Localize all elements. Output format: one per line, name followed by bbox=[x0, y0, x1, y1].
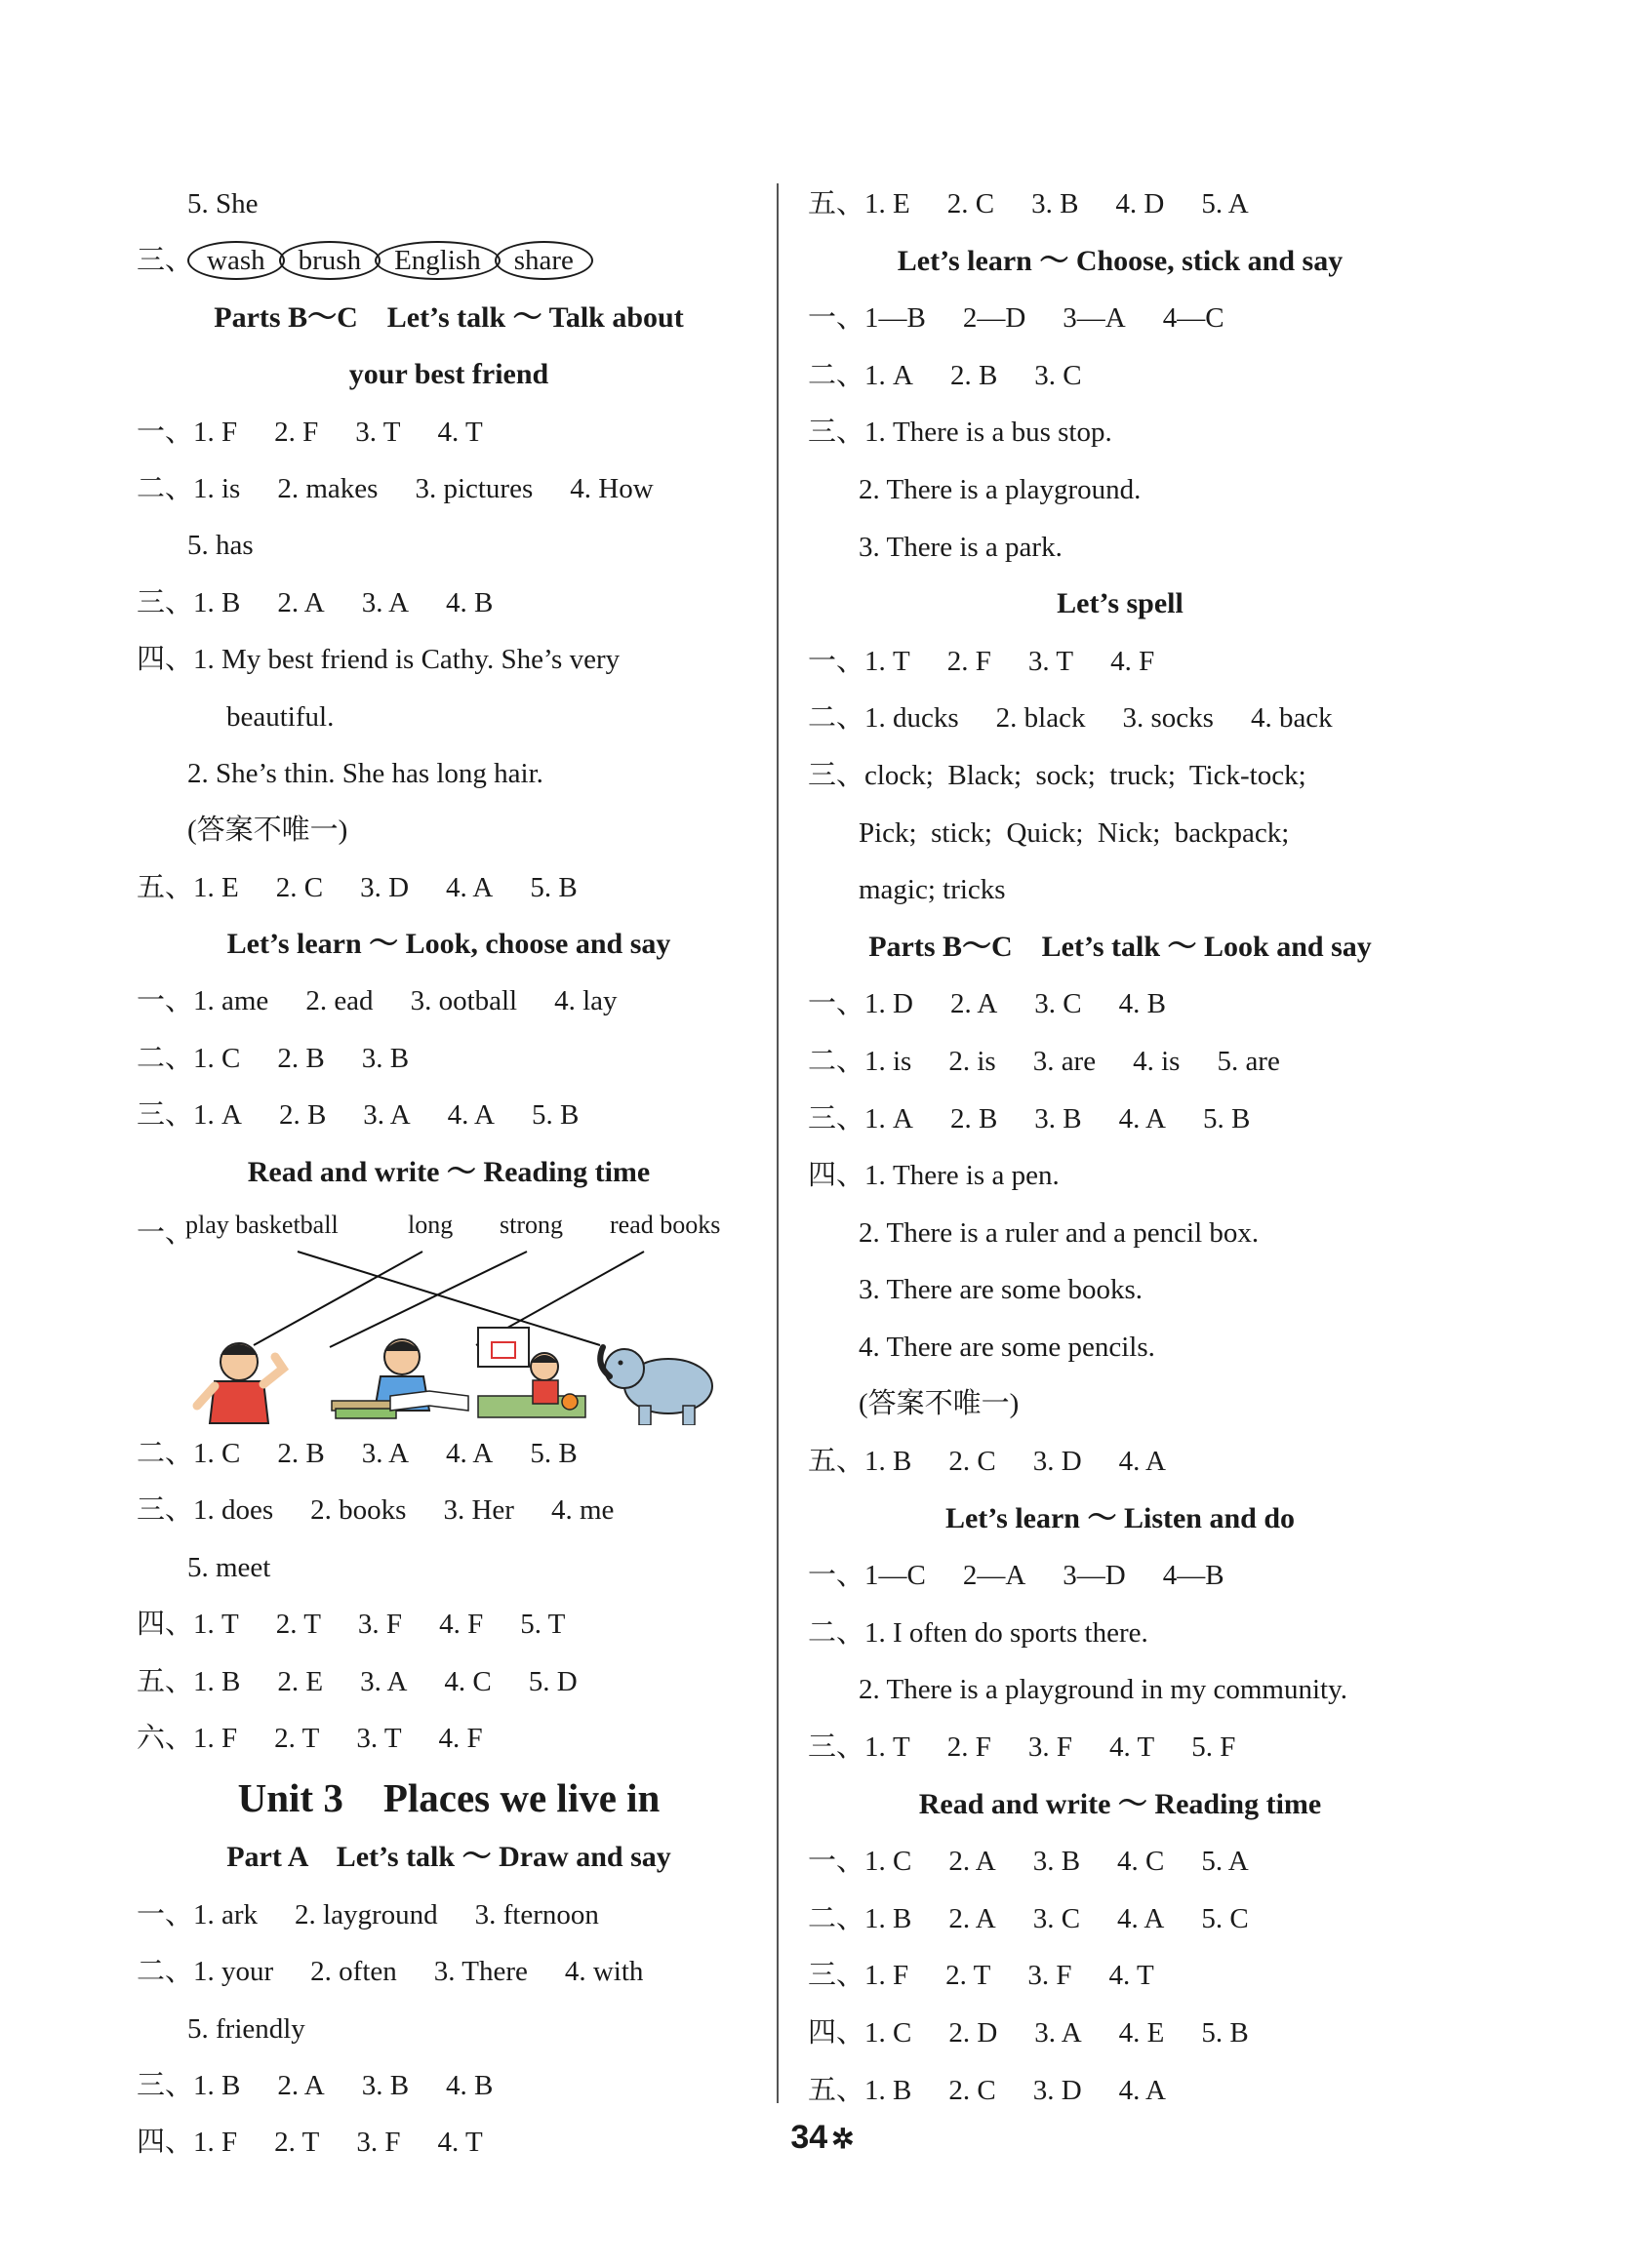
answer-note: (答案不唯一) bbox=[859, 1388, 1020, 1420]
section-heading: Part A Let’s talk ～ Draw and say bbox=[226, 1841, 671, 1874]
answer-line: 2. There is a playground in my community. bbox=[859, 1674, 1347, 1706]
section-heading: Let’s spell bbox=[1057, 587, 1184, 620]
word-oval: share bbox=[495, 241, 593, 280]
match-word: long bbox=[408, 1211, 454, 1240]
answer-line: beautiful. bbox=[226, 700, 335, 733]
answer-line: 三、1. B 2. A 3. A 4. B bbox=[137, 586, 494, 618]
matching-prefix: 一、 bbox=[137, 1217, 194, 1250]
section-heading: Let’s learn ～ Listen and do bbox=[944, 1501, 1296, 1534]
match-word: strong bbox=[500, 1211, 563, 1240]
answer-line: 2. She’s thin. She has long hair. bbox=[187, 757, 543, 789]
answer-line: Pick; stick; Quick; Nick; backpack; bbox=[859, 816, 1290, 849]
matching-picture bbox=[137, 1201, 761, 1425]
answer-line: 三、1. There is a bus stop. bbox=[808, 417, 1112, 449]
match-word: play basketball bbox=[185, 1211, 339, 1240]
answer-line: 五、1. E 2. C 3. D 4. A 5. B bbox=[137, 871, 578, 903]
answer-line: 一、1. C 2. A 3. B 4. C 5. A bbox=[808, 1846, 1249, 1878]
answer-line: 二、1. C 2. B 3. B bbox=[137, 1042, 410, 1074]
answer-line: 三、clock; Black; sock; truck; Tick-tock; bbox=[808, 759, 1306, 791]
page-number: 34 ✲ bbox=[790, 2119, 855, 2156]
answer-line: 一、1. ame 2. ead 3. ootball 4. lay bbox=[137, 985, 618, 1017]
basketball-picture bbox=[478, 1328, 585, 1417]
answer-line: 2. There is a playground. bbox=[859, 473, 1142, 505]
answer-line: 5. meet bbox=[187, 1551, 271, 1583]
right-column bbox=[808, 176, 1432, 2119]
answer-line: 一、1—B 2—D 3—A 4—C bbox=[808, 302, 1224, 335]
answer-line: 二、1. A 2. B 3. C bbox=[808, 359, 1082, 391]
section-heading: Read and write ～ Reading time bbox=[247, 1155, 651, 1188]
answer-note: (答案不唯一) bbox=[187, 815, 348, 847]
answer-line: 一、1—C 2—A 3—D 4—B bbox=[808, 1560, 1224, 1592]
answer-line: 一、1. ark 2. layground 3. fternoon bbox=[137, 1898, 599, 1930]
answer-line: 五、1. E 2. C 3. B 4. D 5. A bbox=[808, 188, 1249, 219]
word-oval: brush bbox=[279, 241, 381, 280]
answer-line: 5. friendly bbox=[187, 2012, 305, 2045]
answer-line: 一、1. T 2. F 3. T 4. F bbox=[808, 645, 1155, 677]
answer-line: 一、1. F 2. F 3. T 4. T bbox=[137, 416, 483, 448]
answer-line: 5. She bbox=[187, 188, 259, 219]
strong-boy-picture bbox=[197, 1343, 283, 1423]
answer-line: 三、1. A 2. B 3. B 4. A 5. B bbox=[808, 1102, 1251, 1134]
word-oval: English bbox=[375, 241, 501, 280]
answer-line: 五、1. B 2. E 3. A 4. C 5. D bbox=[137, 1665, 578, 1697]
answer-line: 三、1. A 2. B 3. A 4. A 5. B bbox=[137, 1099, 580, 1132]
answer-line: 二、1. is 2. makes 3. pictures 4. How bbox=[137, 472, 654, 504]
left-column bbox=[137, 176, 761, 2171]
answer-line: 四、1. F 2. T 3. F 4. T bbox=[137, 2127, 483, 2159]
unit-title: Unit 3 Places we live in bbox=[237, 1775, 661, 1821]
answer-line: 三、1. B 2. A 3. B 4. B bbox=[137, 2069, 494, 2101]
answer-line: 3. There is a park. bbox=[859, 531, 1063, 563]
word-oval: wash bbox=[187, 241, 285, 280]
answer-line-ovals: 三、 wash brush English share bbox=[137, 232, 761, 289]
answer-line: 六、1. F 2. T 3. T 4. F bbox=[137, 1722, 483, 1754]
match-word: read books bbox=[610, 1211, 721, 1240]
answer-line: 二、1. B 2. A 3. C 4. A 5. C bbox=[808, 1902, 1249, 1934]
section-heading: Let’s learn ～ Choose, stick and say bbox=[897, 244, 1344, 277]
answer-line: 四、1. My best friend is Cathy. She’s very bbox=[137, 644, 621, 676]
answer-line: 二、1. C 2. B 3. A 4. A 5. B bbox=[137, 1438, 578, 1470]
section-heading: your best friend bbox=[348, 358, 549, 391]
answer-line: magic; tricks bbox=[859, 874, 1006, 906]
answer-line: 五、1. B 2. C 3. D 4. A bbox=[808, 2074, 1166, 2106]
answer-line: 二、1. your 2. often 3. There 4. with bbox=[137, 1956, 644, 1988]
answer-line: 四、1. T 2. T 3. F 4. F 5. T bbox=[137, 1609, 566, 1641]
section-heading: Read and write ～ Reading time bbox=[918, 1787, 1322, 1820]
answer-line: 五、1. B 2. C 3. D 4. A bbox=[808, 1446, 1166, 1478]
answer-line: 二、1. ducks 2. black 3. socks 4. back bbox=[808, 702, 1333, 735]
column-divider bbox=[777, 183, 779, 2103]
answer-line: 四、1. C 2. D 3. A 4. E 5. B bbox=[808, 2017, 1249, 2049]
answer-line: 4. There are some pencils. bbox=[859, 1331, 1155, 1363]
answer-line: 2. There is a ruler and a pencil box. bbox=[859, 1216, 1260, 1249]
sun-icon: ✲ bbox=[831, 2124, 855, 2154]
section-heading: Let’s learn ～ Look, choose and say bbox=[226, 928, 671, 961]
answer-line: 三、1. does 2. books 3. Her 4. me bbox=[137, 1494, 615, 1527]
answer-line: 二、1. I often do sports there. bbox=[808, 1616, 1148, 1649]
matching-exercise bbox=[137, 1201, 761, 1425]
answer-line: 5. has bbox=[187, 530, 254, 562]
reading-boy-picture bbox=[332, 1339, 468, 1418]
elephant-picture bbox=[600, 1347, 712, 1425]
section-heading: Parts B～C Let’s talk ～ Look and say bbox=[868, 930, 1372, 963]
answer-line: 二、1. is 2. is 3. are 4. is 5. are bbox=[808, 1045, 1280, 1077]
answer-line: 三、1. T 2. F 3. F 4. T 5. F bbox=[808, 1731, 1236, 1764]
answer-line: 三、1. F 2. T 3. F 4. T bbox=[808, 1960, 1154, 1992]
section-heading: Parts B～C Let’s talk ～ Talk about bbox=[214, 300, 684, 334]
answer-line: 一、1. D 2. A 3. C 4. B bbox=[808, 988, 1166, 1020]
answer-line: 3. There are some books. bbox=[859, 1274, 1143, 1306]
answer-line: 四、1. There is a pen. bbox=[808, 1160, 1060, 1192]
